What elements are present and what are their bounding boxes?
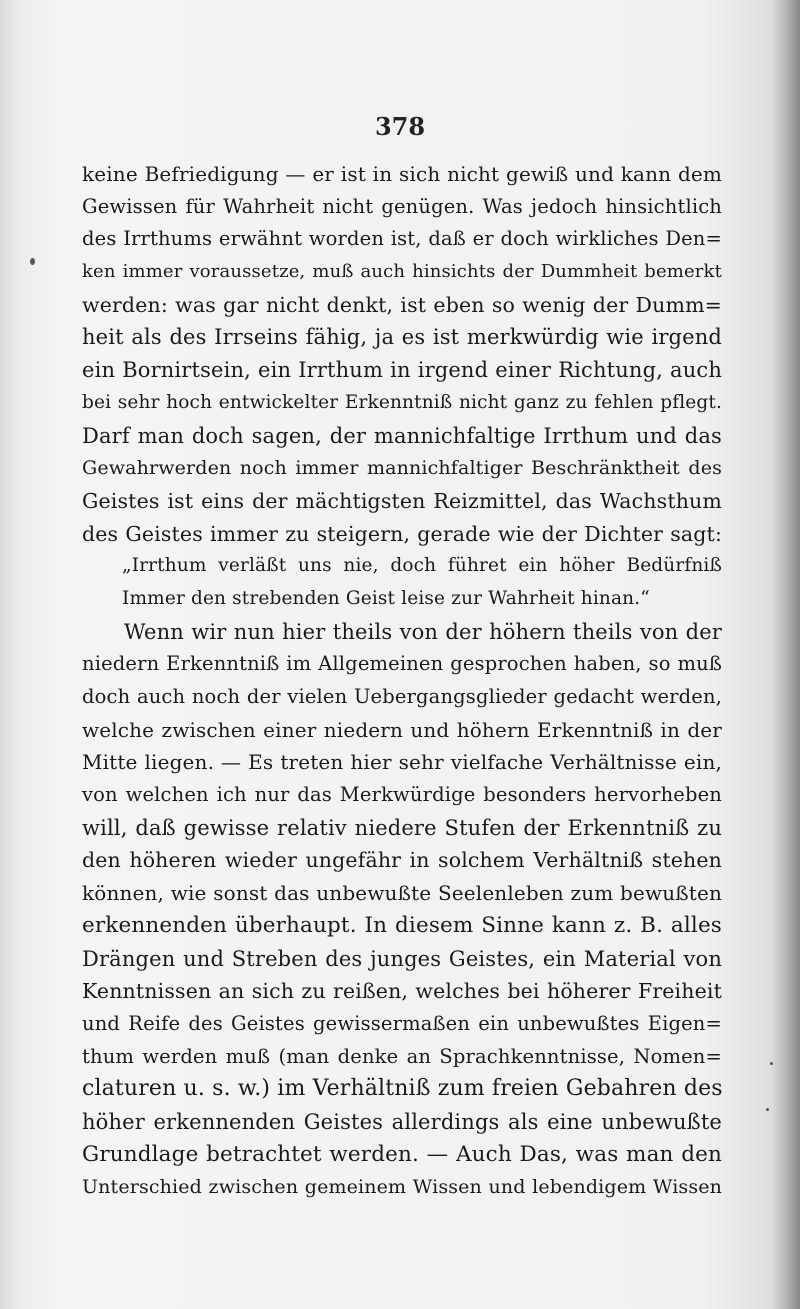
text-line: Wenn wir nun hier theils von der höhern theils von der (124, 619, 722, 644)
scan-speck (30, 258, 35, 265)
text-line: bei sehr hoch entwickelter Erkenntniß nicht ganz zu fehlen pflegt. (82, 391, 722, 413)
body-text (82, 158, 722, 1204)
text-line: Kenntnissen an sich zu reißen, welches bei höherer Freiheit (82, 979, 722, 1004)
text-line: höher erkennenden Geistes allerdings als eine unbewußte (82, 1109, 722, 1134)
page-spine-shadow (772, 0, 800, 1309)
text-line: will, daß gewisse relativ niedere Stufen der Erkenntniß zu (82, 815, 722, 840)
text-line: den höheren wieder ungefähr in solchem Verhältniß stehen (82, 848, 722, 873)
text-line: thum werden muß (man denke an Sprachkenntnisse, Nomen= (82, 1044, 722, 1068)
text-line: können, wie sonst das unbewußte Seelenleben zum bewußten (82, 881, 722, 906)
page-number: 378 (374, 112, 426, 141)
text-line: des Irrthums erwähnt worden ist, daß er doch wirkliches Den= (82, 227, 722, 251)
text-line: heit als des Irrseins fähig, ja es ist merkwürdig wie irgend (82, 325, 722, 350)
text-line: erkennenden überhaupt. In diesem Sinne kann z. B. alles (82, 912, 722, 938)
quote-line: Immer den strebenden Geist leise zur Wahrheit hinan.“ (122, 587, 650, 609)
text-line: doch auch noch der vielen Uebergangsglieder gedacht werden, (82, 685, 722, 708)
text-line: Geistes ist eins der mächtigsten Reizmittel, das Wachsthum (82, 488, 722, 513)
text-line: und Reife des Geistes gewissermaßen ein unbewußtes Eigen= (82, 1011, 722, 1035)
text-line: von welchen ich nur das Merkwürdige besonders hervorheben (82, 783, 722, 807)
text-line: claturen u. s. w.) im Verhältniß zum freien Gebahren des (82, 1076, 723, 1102)
text-line: werden: was gar nicht denkt, ist eben so wenig der Dumm= (82, 292, 722, 317)
quote-line: „Irrthum verläßt uns nie, doch führet ein höher Bedürfniß (122, 555, 722, 577)
text-line: Unterschied zwischen gemeinem Wissen und lebendigem Wissen (82, 1176, 722, 1199)
text-line: ein Bornirtsein, ein Irrthum in irgend einer Richtung, auch (82, 358, 722, 383)
scan-speck (770, 1062, 773, 1065)
text-line: niedern Erkenntniß im Allgemeinen gesprochen haben, so muß (82, 652, 722, 676)
text-line: Gewahrwerden noch immer mannichfaltiger Beschränktheit des (82, 457, 722, 480)
text-line: Gewissen für Wahrheit nicht genügen. Was jedoch hinsichtlich (82, 194, 722, 218)
text-line: ken immer voraussetze, muß auch hinsichts der Dummheit bemerkt (82, 261, 722, 283)
text-line: des Geistes immer zu steigern, gerade wie der Dichter sagt: (82, 521, 722, 546)
text-line: Grundlage betrachtet werden. — Auch Das, was man den (82, 1141, 722, 1167)
text-line: Mitte liegen. — Es treten hier sehr vielfache Verhältnisse ein, (82, 750, 722, 775)
text-line: keine Befriedigung — er ist in sich nicht gewiß und kann dem (82, 162, 722, 186)
text-line: welche zwischen einer niedern und höhern Erkenntniß in der (82, 717, 722, 742)
text-line: Drängen und Streben des junges Geistes, ein Material von (82, 946, 722, 971)
scan-speck (766, 1108, 769, 1111)
text-line: Darf man doch sagen, der mannichfaltige Irrthum und das (82, 423, 722, 448)
